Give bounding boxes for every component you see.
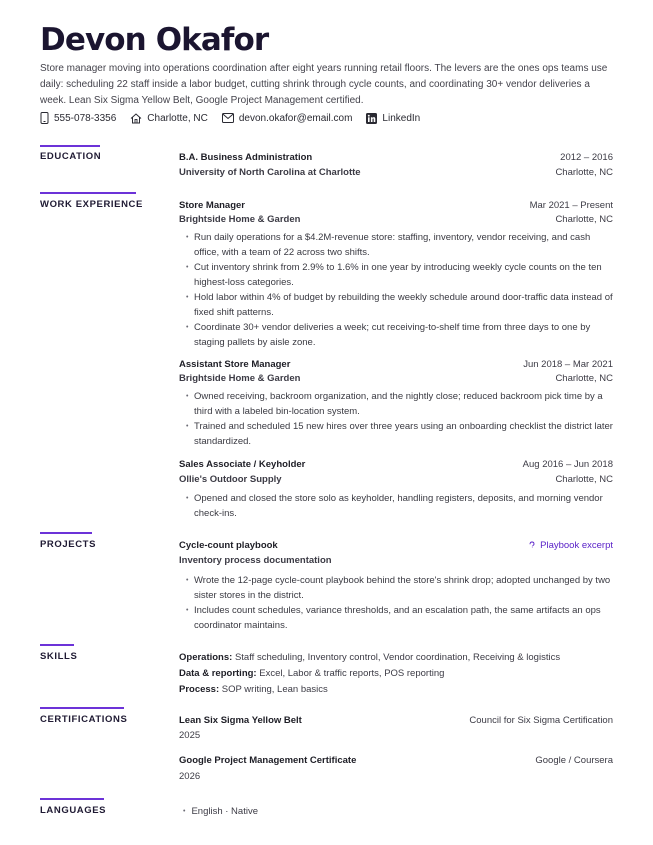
project-name: Cycle-count playbook [179,540,278,551]
section-accent-bar [40,707,124,709]
list-item: • Includes count schedules, variance thresholds, and an escalation path, the same artifacts an ops coordinator maintains. [186,603,614,633]
education-row [179,151,613,165]
list-item: • Owned receiving, backroom organization, and the nightly close; reduced backroom pick time by a third with a labeled bin-location system. [186,389,614,419]
contact-linkedin[interactable] [366,113,420,124]
skill-items: Excel, Labor & traffic reports, POS reporting [259,668,445,679]
skill-label: Data & reporting: [179,668,257,679]
list-item: • Trained and scheduled 15 new hires over three years using an onboarding checklist the district later standardized. [186,419,614,449]
mail-icon [222,113,234,123]
cert-name: Google Project Management Certificate [179,755,357,766]
list-item: • Opened and closed the store solo as keyholder, handling registers, deposits, and morning vendor check-ins. [186,491,614,521]
job-location: Charlotte, NC [555,373,613,384]
job-company: Brightside Home & Garden [179,373,301,384]
project-subtitle-row [179,554,613,568]
job-header [179,358,613,372]
cert-year-row [179,729,613,743]
job-company-row [179,213,613,227]
section-accent-bar [40,145,100,147]
link-icon [528,541,536,551]
playbook-link[interactable] [528,539,613,553]
language-text: English · Native [191,806,258,817]
section-accent-bar [40,532,92,534]
linkedin-icon [366,113,377,124]
cert-row [179,714,613,728]
school: University of North Carolina at Charlotte [179,167,361,178]
list-item: • Coordinate 30+ vendor deliveries a week; cut receiving-to-shelf time from three days to one by staging pallets by aisle zone. [186,320,614,350]
job-bullets [186,491,614,521]
skill-group [179,683,328,697]
job-header [179,199,613,213]
job-header [179,458,613,472]
job-company: Ollie's Outdoor Supply [179,474,282,485]
location-text: Charlotte, NC [147,112,208,124]
job-bullets [186,389,614,449]
job-location: Charlotte, NC [555,214,613,225]
bullet-dot: • [183,808,186,815]
list-item: • Hold labor within 4% of budget by rebuilding the weekly schedule around door-traffic data instead of fixed shift patterns. [186,290,614,320]
cert-issuer: Google / Coursera [535,755,613,766]
cert-name: Lean Six Sigma Yellow Belt [179,715,302,726]
job-role: Store Manager [179,200,245,211]
contact-email[interactable] [222,113,353,124]
certifications-heading: CERTIFICATIONS [40,714,128,725]
email-text: devon.okafor@email.com [238,112,353,124]
job-role: Assistant Store Manager [179,359,291,370]
job-company-row [179,372,613,386]
skill-group [179,651,560,665]
languages-heading: LANGUAGES [40,805,107,816]
job-bullets [186,230,614,350]
degree: B.A. Business Administration [179,152,313,163]
summary: Store manager moving into operations coordination after eight years running retail floors. The levers are the ones ops teams use daily: scheduling 22 staff inside a labor budget, cutting shrink through cycle counts, and coordinating 30+ vendor deliveries a week. Lean Six Sigma Yellow Belt, Google Project Management certified. [40,63,608,106]
job-dates: Jun 2018 – Mar 2021 [523,359,613,370]
cert-year-row [179,770,613,784]
cert-row [179,754,613,768]
contact-location [130,113,208,124]
skill-group [179,667,444,681]
education-school-row [179,166,613,180]
cert-year: 2026 [179,771,201,782]
list-item: • Run daily operations for a $4.2M-revenue store: staffing, inventory, vendor receiving, and cash office, with a team of 22 across two shifts. [186,230,614,260]
job-dates: Mar 2021 – Present [529,200,613,211]
skills-heading: SKILLS [40,651,78,662]
list-item: • Wrote the 12-page cycle-count playbook behind the store's shrink drop; adopted unchanged by two sister stores in the district. [186,573,614,603]
project-bullets [186,573,614,633]
job-role: Sales Associate / Keyholder [179,459,306,470]
education-location: Charlotte, NC [555,167,613,178]
job-company: Brightside Home & Garden [179,214,301,225]
language-item [183,806,258,817]
section-accent-bar [40,798,104,800]
candidate-name: Devon Okafor [40,22,269,58]
education-heading: EDUCATION [40,151,102,162]
skill-label: Process: [179,684,220,695]
contact-phone[interactable] [40,112,116,124]
projects-heading: PROJECTS [40,539,97,550]
skill-items: Staff scheduling, Inventory control, Vendor coordination, Receiving & logistics [234,652,561,663]
experience-heading: WORK EXPERIENCE [40,199,143,210]
section-accent-bar [40,644,74,646]
cert-year: 2025 [179,730,201,741]
skill-label: Operations: [179,652,233,663]
education-dates: 2012 – 2016 [560,152,613,163]
contact-bar [40,112,434,124]
project-subtitle: Inventory process documentation [179,555,332,566]
playbook-link-label: Playbook excerpt [540,540,613,551]
project-header [179,539,613,553]
job-company-row [179,473,613,487]
phone-icon [40,112,49,124]
cert-issuer: Council for Six Sigma Certification [469,715,613,726]
skill-items: SOP writing, Lean basics [221,684,328,695]
job-location: Charlotte, NC [555,474,613,485]
phone-text: 555-078-3356 [54,112,117,124]
home-icon [130,113,142,124]
section-accent-bar [40,192,136,194]
job-dates: Aug 2016 – Jun 2018 [522,459,613,470]
linkedin-text: LinkedIn [382,112,421,124]
list-item: • Cut inventory shrink from 2.9% to 1.6% in one year by introducing weekly cycle counts on the ten highest-loss categories. [186,260,614,290]
